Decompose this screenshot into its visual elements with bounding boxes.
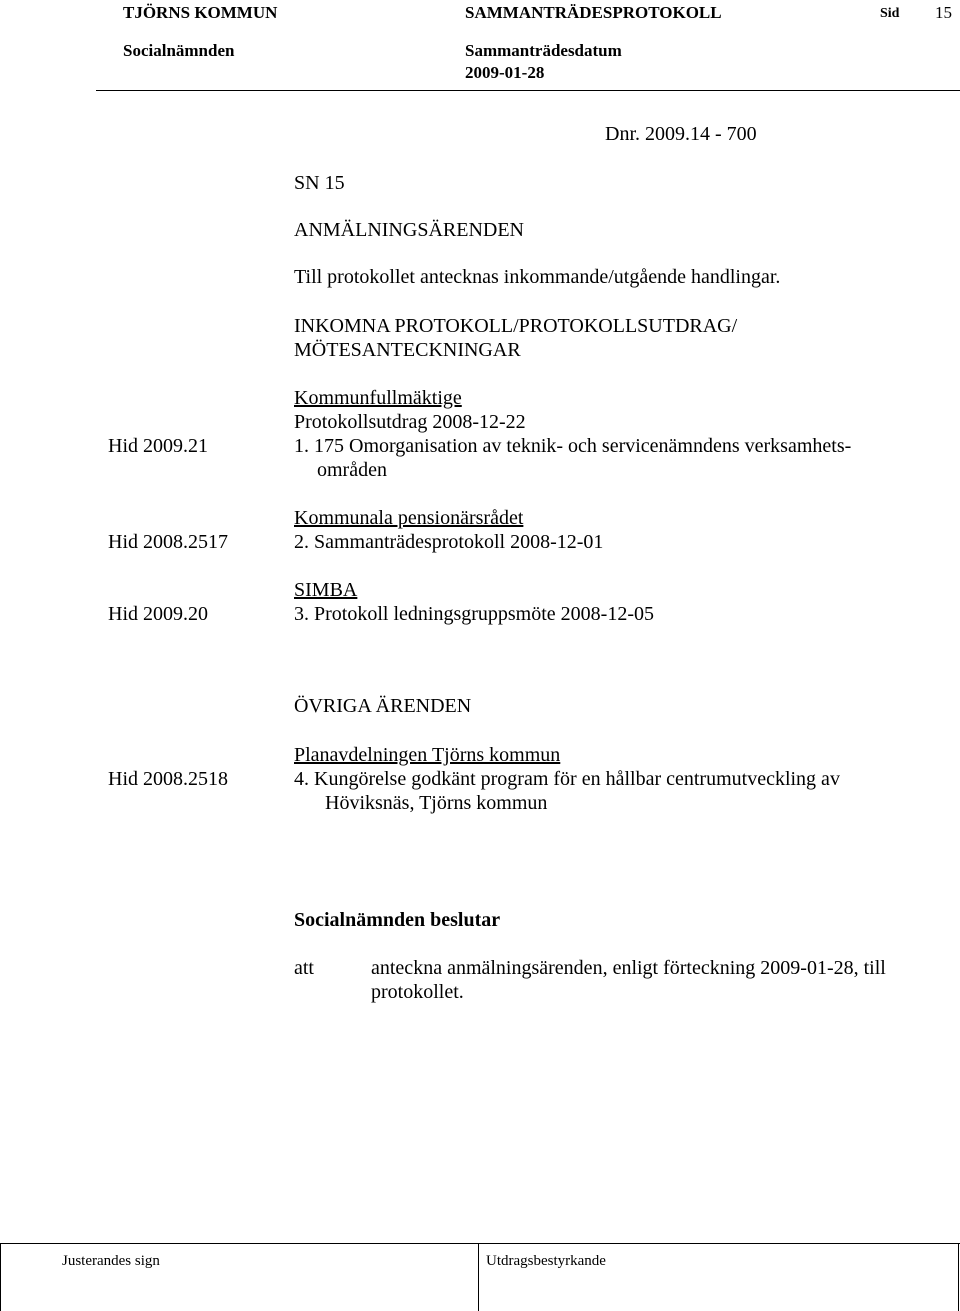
header-divider <box>96 90 960 91</box>
item-hid: Hid 2008.2517 <box>108 531 228 553</box>
item-subsource: Protokollsutdrag 2008-12-22 <box>294 411 526 433</box>
municipality-name: TJÖRNS KOMMUN <box>123 3 278 22</box>
incoming-heading-line1: INKOMNA PROTOKOLL/PROTOKOLLSUTDRAG/ <box>294 315 738 337</box>
footer-divider <box>0 1243 960 1244</box>
certification-label: Utdragsbestyrkande <box>486 1253 606 1269</box>
decision-text: anteckna anmälningsärenden, enligt förteckning 2009-01-28, till <box>371 957 886 979</box>
item-source: Kommunala pensionärsrådet <box>294 507 524 529</box>
dnr: Dnr. 2009.14 - 700 <box>605 123 757 145</box>
footer-left-border <box>0 1243 1 1311</box>
decision-att: att <box>294 957 314 979</box>
case-title: ANMÄLNINGSÄRENDEN <box>294 219 524 241</box>
committee-name: Socialnämnden <box>123 41 235 60</box>
case-intro: Till protokollet antecknas inkommande/utgående handlingar. <box>294 266 781 288</box>
item-source: Kommunfullmäktige <box>294 387 462 409</box>
page-number: 15 <box>935 3 952 22</box>
footer-middle-border <box>478 1243 479 1311</box>
paragraph-number: SN 15 <box>294 172 345 194</box>
item-text-continuation: områden <box>317 459 387 481</box>
decision-heading: Socialnämnden beslutar <box>294 909 501 931</box>
meeting-date-label: Sammanträdesdatum <box>465 41 622 60</box>
item-hid: Hid 2008.2518 <box>108 768 228 790</box>
item-source: SIMBA <box>294 579 358 601</box>
sign-label: Justerandes sign <box>62 1253 160 1269</box>
item-hid: Hid 2009.21 <box>108 435 208 457</box>
other-heading: ÖVRIGA ÄRENDEN <box>294 695 472 717</box>
incoming-heading-line2: MÖTESANTECKNINGAR <box>294 339 521 361</box>
item-text: 2. Sammanträdesprotokoll 2008-12-01 <box>294 531 604 553</box>
page-label: Sid <box>880 6 900 21</box>
item-text: 3. Protokoll ledningsgruppsmöte 2008-12-05 <box>294 603 654 625</box>
decision-text-continuation: protokollet. <box>371 981 464 1003</box>
item-text: 4. Kungörelse godkänt program för en hållbar centrumutveckling av <box>294 768 840 790</box>
item-text: 1. 175 Omorganisation av teknik- och servicenämndens verksamhets- <box>294 435 852 457</box>
item-hid: Hid 2009.20 <box>108 603 208 625</box>
item-text-continuation: Höviksnäs, Tjörns kommun <box>325 792 548 814</box>
footer-right-border <box>958 1243 959 1311</box>
meeting-date: 2009-01-28 <box>465 63 545 82</box>
item-source: Planavdelningen Tjörns kommun <box>294 744 561 766</box>
document-type: SAMMANTRÄDESPROTOKOLL <box>465 3 722 22</box>
